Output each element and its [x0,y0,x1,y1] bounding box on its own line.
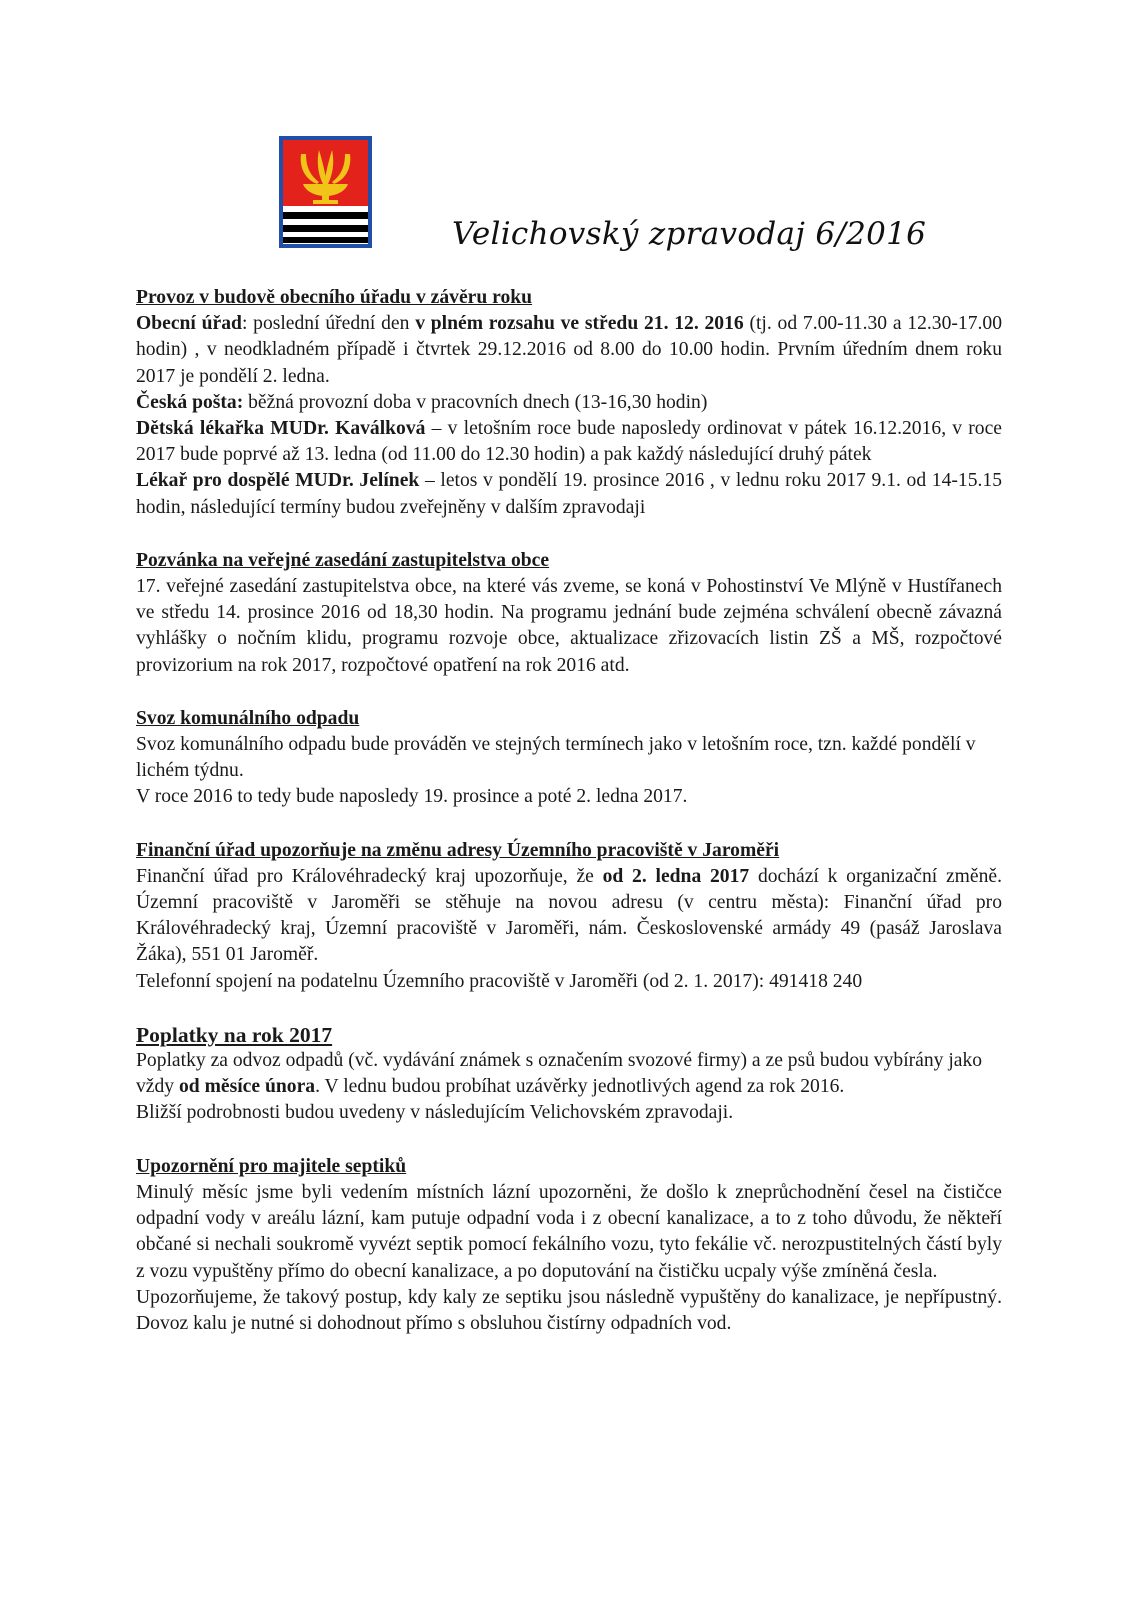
section-fees [136,1022,1002,1127]
section-heading: Provoz v budově obecního úřadu v závěru roku [136,287,533,308]
text: dochází k organizační změně. Územní pracoviště v Jaroměři se stěhuje na novou adresu (v centru města): Finanční úřad pro Královéhradecký kraj, Územní pracoviště v Jaroměři, nám. Československé armády 49 (pasáž Jaroslava Žáka), 551 01 Jaroměř. [136,865,1002,966]
text: : poslední úřední den [241,313,416,335]
municipal-coat-of-arms [279,136,372,248]
paragraph [136,311,1002,390]
paragraph [136,468,1002,520]
paragraph [136,390,1002,416]
section-tax-office [136,838,1002,995]
paragraph: 17. veřejné zasedání zastupitelstva obce, na které vás zveme, se koná v Pohostinství Ve Mlýně v Hustířanech ve středu 14. prosince 2016 od 18,30 hodin. Na programu jednání bude zejména schválení obecně závazná vyhlášky o nočním klidu, programu rozvoje obce, aktualizace zřizovacích listin ZŠ a MŠ, rozpočtové provizorium na rok 2017, rozpočtové opatření na rok 2016 atd. [136,576,1002,676]
newsletter-body [136,285,1002,1364]
section-heading: Svoz komunálního odpadu [136,707,360,729]
section-heading: Poplatky na rok 2017 [136,1022,333,1047]
section-heading: Pozvánka na veřejné zasedání zastupitelstva obce [136,549,550,571]
section-heading: Finanční úřad upozorňuje na změnu adresy Územního pracoviště v Jaroměři [136,839,780,861]
label: Dětská lékařka MUDr. Kaválková [136,418,426,440]
paragraph: V roce 2016 to tedy bude naposledy 19. prosince a poté 2. ledna 2017. [136,786,688,808]
section-heading: Upozornění pro majitele septiků [136,1155,407,1177]
emphasis: v plném rozsahu ve středu 21. 12. 2016 [415,313,744,335]
paragraph [136,1048,1002,1100]
text: – v letošním roce bude naposledy ordinovat v pátek 16.12.2016, v roce 2017 bude poprvé až 13. ledna (od 11.00 do 12.30 hodin) a pak každý následující druhý pátek [136,418,1002,466]
label: Obecní úřad [136,313,242,335]
paragraph: Svoz komunálního odpadu bude prováděn ve stejných termínech jako v letošním roce, tzn. každé pondělí v lichém týdnu. [136,734,976,782]
emphasis: od měsíce února [179,1076,316,1098]
text: běžná provozní doba v pracovních dnech (13-16,30 hodin) [243,391,708,413]
text: – letos v pondělí 19. prosince 2016 , v lednu roku 2017 9.1. od 14-15.15 hodin, následující termíny budou zveřejněny v dalším zpravodaji [136,470,1002,518]
section-septic-notice [136,1154,1002,1337]
section-council-meeting [136,548,1002,679]
newsletter-title: Velichovský zpravodaj 6/2016 [452,216,927,252]
section-waste-collection [136,706,1002,811]
emphasis: od 2. ledna 2017 [602,865,750,887]
text: Finanční úřad pro Královéhradecký kraj upozorňuje, že [136,865,603,887]
text: (tj. od 7.00-11.30 a 12.30-17.00 hodin) , v neodkladném případě i čtvrtek 29.12.2016 od 8.00 do 10.00 hodin. Prvním úředním dnem roku 2017 je pondělí 2. ledna. [136,313,1002,387]
label: Česká pošta: [136,391,244,413]
paragraph: Minulý měsíc jsme byli vedením místních lázní upozorněni, že došlo k zneprůchodnění česel na čističce odpadní vody v areálu lázní, kam putuje odpadní voda i z obecní kanalizace, a to z toho důvodu, že někteří občané si nechali soukromě vyvézt septik pomocí fekálního vozu, tyto fekálie vč. nerozpustitelných částí byly z vozu vypuštěny přímo do obecní kanalizace, a po doputování na čističku ucpaly výše zmíněná česla. [136,1181,1002,1282]
label: Lékař pro dospělé MUDr. Jelínek [136,470,420,492]
section-office-hours [136,285,1002,521]
text: Poplatky za odvoz odpadů (vč. vydávání známek s označením svozové firmy) a ze psů budou vybírány jako vždy [136,1050,983,1098]
paragraph [136,864,1002,969]
paragraph: Upozorňujeme, že takový postup, kdy kaly ze septiku jsou následně vypuštěny do kanalizace, je nepřípustný. Dovoz kalu je nutné si dohodnout přímo s obsluhou čistírny odpadních vod. [136,1286,1002,1334]
text: . V lednu budou probíhat uzávěrky jednotlivých agend za rok 2016. [315,1076,845,1098]
paragraph [136,416,1002,468]
paragraph: Telefonní spojení na podatelnu Územního pracoviště v Jaroměři (od 2. 1. 2017): 491418 240 [136,970,863,992]
paragraph: Bližší podrobnosti budou uvedeny v následujícím Velichovském zpravodaji. [136,1102,734,1124]
